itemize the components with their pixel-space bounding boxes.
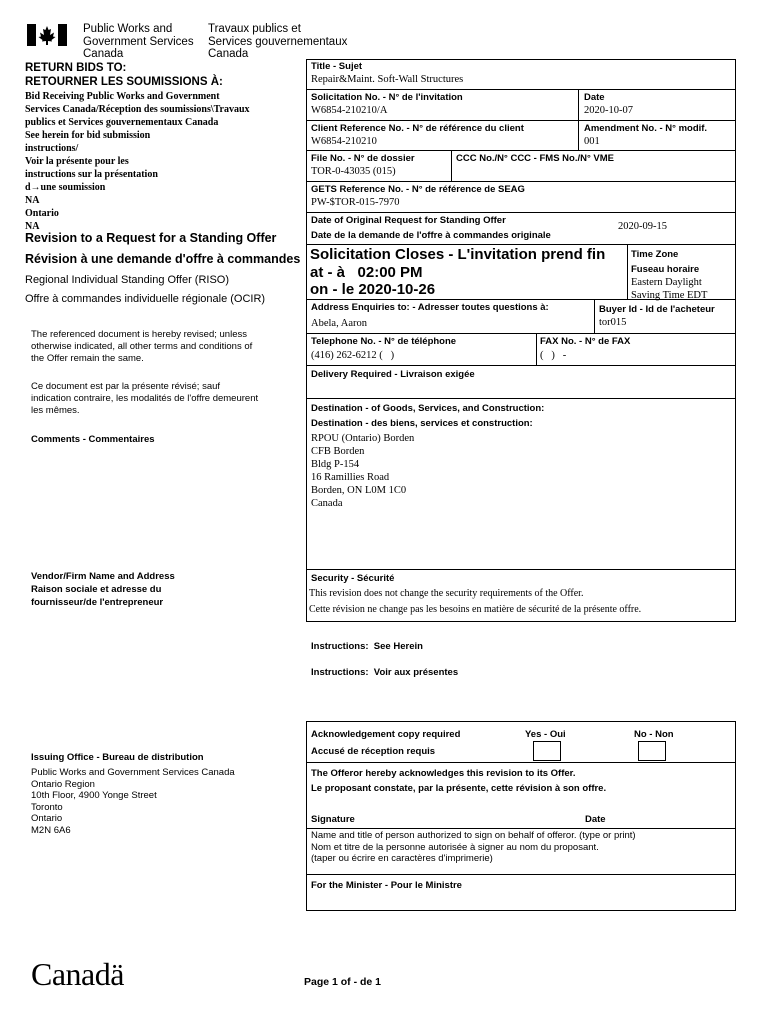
destination-line: RPOU (Ontario) Borden	[311, 433, 415, 444]
time-zone-value	[631, 276, 708, 301]
amendment-label: Amendment No. - N° modif.	[584, 123, 708, 134]
date-value: 2020-10-07	[584, 105, 633, 116]
closes-line-2: at - à 02:00 PM	[310, 264, 423, 281]
closes-line-3: on - le 2020-10-26	[310, 281, 436, 298]
gov-fr-line: Services gouvernementaux	[208, 35, 348, 48]
gc-flag-symbol	[27, 24, 67, 46]
offeror-ack-en: The Offeror hereby acknowledges this revision to its Offer.	[311, 768, 576, 779]
riso-en: Regional Individual Standing Offer (RISO)	[25, 274, 230, 286]
orig-date-label-fr: Date de la demande de l'offre à commandes originale	[311, 230, 551, 241]
issuing-line: 10th Floor, 4900 Yonge Street	[31, 790, 157, 801]
comments-label: Comments - Commentaires	[31, 434, 155, 445]
destination-label-fr: Destination - des biens, services et construction:	[311, 418, 533, 429]
gov-en-line: Public Works and	[83, 23, 173, 35]
vendor-label	[31, 570, 175, 609]
revised-en-line: the Offer remain the same.	[31, 353, 144, 364]
destination-address	[311, 432, 414, 510]
issuing-office-label: Issuing Office - Bureau de distribution	[31, 752, 204, 763]
revised-fr-line: indication contraire, les modalités de l'offre demeurent	[31, 393, 259, 404]
tz-value-line: Saving Time EDT	[631, 290, 708, 301]
tz-value-line: Eastern Daylight	[631, 277, 702, 288]
return-detail-line: instructions/	[25, 143, 79, 154]
issuing-line: Toronto	[31, 801, 63, 813]
ack-label-en: Acknowledgement copy required	[311, 729, 461, 740]
buyer-id-value: tor015	[599, 317, 627, 328]
destination-line: Canada	[311, 498, 343, 509]
destination-line: Bldg P-154	[311, 459, 360, 470]
return-title-line: RETOURNER LES SOUMISSIONS À:	[25, 76, 223, 88]
client-ref-label: Client Reference No. - N° de référence du client	[311, 123, 524, 134]
page-number: Page 1 of - de 1	[304, 976, 382, 988]
issuing-office-address	[31, 767, 235, 836]
instructions-fr: Instructions: Voir aux présentes	[311, 667, 459, 678]
gov-fr-line: Canada	[208, 48, 249, 60]
canada-wordmark: Canadä	[31, 956, 124, 992]
telephone-label: Telephone No. - N° de téléphone	[311, 336, 457, 347]
return-detail-line: Bid Receiving Public Works and Government	[25, 91, 220, 102]
destination-line: CFB Borden	[311, 446, 365, 457]
date-label: Date	[584, 92, 605, 103]
gets-label: GETS Reference No. - N° de référence de SEAG	[311, 184, 525, 195]
security-label: Security - Sécurité	[311, 573, 395, 584]
ack-no-checkbox[interactable]	[638, 741, 666, 761]
no-label: No - Non	[634, 729, 674, 740]
solicitation-value: W6854-210210/A	[311, 105, 388, 116]
ack-yes-checkbox[interactable]	[533, 741, 561, 761]
return-bids-details	[25, 90, 250, 232]
name-title-line: (taper ou écrire en caractères d'imprimerie)	[311, 853, 493, 864]
return-detail-line: Services Canada/Réception des soumissions\Travaux	[25, 104, 250, 115]
gov-en-line: Government Services	[83, 35, 194, 48]
gov-name-en	[83, 23, 194, 61]
client-ref-value: W6854-210210	[311, 136, 377, 147]
file-value: TOR-0-43035 (015)	[311, 166, 396, 177]
revised-en-line: otherwise indicated, all other terms and conditions of	[31, 341, 253, 352]
tz-label-line: Time Zone	[631, 249, 679, 260]
destination-line: Borden, ON L0M 1C0	[311, 485, 407, 496]
title-label: Title - Sujet	[311, 61, 363, 72]
minister-label: For the Minister - Pour le Ministre	[311, 880, 462, 891]
revised-notice-fr	[31, 381, 258, 417]
revised-en-line: The referenced document is hereby revised; unless	[31, 329, 247, 340]
vendor-label-line: Raison sociale et adresse du	[31, 584, 162, 595]
ccc-label: CCC No./N° CCC - FMS No./N° VME	[456, 153, 615, 164]
closes-line-1: Solicitation Closes - L'invitation prend fin	[310, 246, 606, 263]
orig-date-value: 2020-09-15	[618, 221, 667, 232]
offeror-ack-fr: Le proposant constate, par la présente, cette révision à son offre.	[311, 783, 607, 794]
return-title-line: RETURN BIDS TO:	[25, 62, 127, 74]
return-detail-line: publics et Services gouvernementaux Canada	[25, 117, 219, 128]
gov-name-fr	[208, 23, 347, 61]
return-detail-line: See herein for bid submission	[25, 130, 151, 141]
address-enquiries-value: Abela, Aaron	[311, 318, 367, 329]
file-label: File No. - N° de dossier	[311, 153, 415, 164]
security-text-en: This revision does not change the security requirements of the Offer.	[309, 588, 584, 599]
signature-date-label: Date	[585, 814, 606, 825]
amendment-value: 001	[584, 136, 600, 147]
buyer-id-label: Buyer Id - Id de l'acheteur	[599, 304, 715, 315]
return-detail-line: Ontario	[25, 208, 59, 219]
security-text-fr: Cette révision ne change pas les besoins en matière de sécurité de la présente offre.	[309, 604, 642, 615]
return-detail-line: instructions sur la présentation	[25, 169, 158, 180]
name-title-line: Name and title of person authorized to sign on behalf of offeror. (type or print)	[311, 830, 636, 841]
revised-fr-line: les mêmes.	[31, 405, 80, 416]
issuing-line: Ontario	[31, 813, 63, 824]
issuing-line: M2N 6A6	[31, 824, 71, 836]
fax-value: ( ) -	[540, 350, 567, 361]
name-title-line: Nom et titre de la personne autorisée à signer au nom du proposant.	[311, 841, 599, 853]
solicitation-label: Solicitation No. - N° de l'invitation	[311, 92, 463, 103]
gov-en-line: Canada	[83, 48, 124, 60]
yes-label: Yes - Oui	[525, 729, 566, 740]
issuing-line: Ontario Region	[31, 778, 95, 790]
title-value: Repair&Maint. Soft-Wall Structures	[311, 74, 464, 85]
destination-label-en: Destination - of Goods, Services, and Construction:	[311, 403, 545, 414]
time-zone-label	[631, 247, 699, 277]
gets-value: PW-$TOR-015-7970	[311, 197, 400, 208]
instructions-en: Instructions: See Herein	[311, 641, 423, 652]
revision-title-fr: Révision à une demande d'offre à commandes	[25, 252, 301, 266]
address-enquiries-label: Address Enquiries to: - Adresser toutes questions à:	[311, 302, 549, 313]
delivery-label: Delivery Required - Livraison exigée	[311, 369, 475, 380]
gov-fr-line: Travaux publics et	[208, 23, 301, 35]
signature-label: Signature	[311, 814, 355, 825]
ack-label-fr: Accusé de réception requis	[311, 746, 436, 757]
revision-title-en: Revision to a Request for a Standing Offer	[25, 231, 277, 245]
vendor-label-line: fournisseur/de l'entrepreneur	[31, 597, 164, 608]
riso-fr: Offre à commandes individuelle régionale (OCIR)	[25, 293, 266, 305]
destination-line: 16 Ramillies Road	[311, 472, 390, 483]
revised-notice-en	[31, 329, 252, 365]
name-title-instructions	[311, 830, 636, 865]
tz-label-line: Fuseau horaire	[631, 264, 700, 275]
vendor-label-line: Vendor/Firm Name and Address	[31, 571, 175, 582]
return-detail-line: Voir la présente pour les	[25, 156, 129, 167]
fax-label: FAX No. - N° de FAX	[540, 336, 631, 347]
return-bids-title	[25, 61, 223, 89]
telephone-value: (416) 262-6212 ( )	[311, 350, 395, 361]
return-detail-line: NA	[25, 195, 40, 206]
revised-fr-line: Ce document est par la présente révisé; sauf	[31, 381, 221, 392]
return-detail-line: NA	[25, 221, 40, 232]
return-detail-line: d→une soumission	[25, 182, 106, 193]
orig-date-label-en: Date of Original Request for Standing Offer	[311, 215, 506, 226]
issuing-line: Public Works and Government Services Canada	[31, 767, 235, 778]
